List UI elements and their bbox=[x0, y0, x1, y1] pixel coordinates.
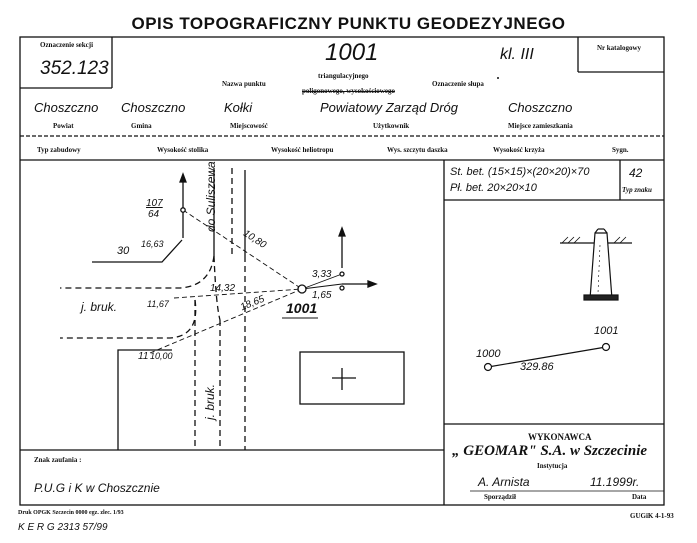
point-type-line1: triangulacyjnego bbox=[318, 72, 369, 80]
point-1000-marker bbox=[485, 364, 492, 371]
connection-diagram bbox=[444, 330, 664, 390]
point-type-line2: poligonowego, wysokościowego bbox=[302, 87, 395, 95]
section-label: Oznaczenie sekcji bbox=[40, 41, 94, 49]
connection-to: 1001 bbox=[594, 325, 619, 337]
point-1001-marker bbox=[603, 344, 610, 351]
marker-type-label: Typ znaku bbox=[622, 186, 652, 194]
point-name-label: Nazwa punktu bbox=[222, 80, 266, 88]
ref-n4b: 10,00 bbox=[150, 351, 173, 361]
road-curve-top bbox=[60, 256, 214, 288]
footer-left: Druk OPGK Szczecin 0000 egz. zlec. 1/93 bbox=[18, 510, 124, 516]
point-class: kl. III bbox=[500, 46, 534, 63]
footer-right: GUGiK 4-1-93 bbox=[630, 512, 674, 520]
fence-corner bbox=[92, 240, 182, 262]
notify-value: P.U.G i K w Choszcznie bbox=[34, 481, 160, 495]
road2-label: j. bruk. bbox=[81, 300, 118, 314]
powiat-label: Powiat bbox=[53, 122, 74, 130]
ref-n3: 11,67 bbox=[147, 299, 169, 309]
executor-inst-label: Instytucja bbox=[537, 462, 568, 470]
executor-label: WYKONAWCA bbox=[528, 432, 592, 442]
pillar-label: Oznaczenie słupa bbox=[432, 80, 484, 88]
executor-person-label: Sporządził bbox=[484, 493, 516, 501]
catalog-label: Nr katalogowy bbox=[597, 44, 642, 52]
miejscowosc-label: Miejscowość bbox=[230, 122, 268, 130]
miejscowosc-value: Kołki bbox=[224, 100, 253, 115]
point-1001-sketch-marker bbox=[298, 285, 306, 293]
ref-n4: 11 bbox=[138, 351, 149, 362]
distance-3: 18,65 bbox=[238, 293, 267, 314]
zamieszkania-value: Choszczno bbox=[508, 100, 573, 115]
notify-label: Znak zaufania : bbox=[34, 456, 82, 464]
executor-name: „ GEOMAR" S.A. w Szczecinie bbox=[452, 443, 648, 459]
powiat-value: Choszczno bbox=[34, 100, 99, 115]
header-wys-heliotropu: Wysokość heliotropu bbox=[271, 146, 334, 154]
ref-n2b: 16,63 bbox=[141, 239, 164, 249]
distance-1: 10,80 bbox=[241, 228, 269, 251]
ref-n1b: 64 bbox=[148, 209, 160, 220]
marker-cross-section bbox=[540, 225, 640, 305]
gmina-label: Gmina bbox=[131, 122, 152, 130]
point-number: 1001 bbox=[325, 39, 379, 66]
measure-line-1 bbox=[183, 210, 302, 289]
ref-n2: 30 bbox=[117, 245, 130, 257]
marker-st-bet: St. bet. (15×15)×(20×20)×70 bbox=[450, 166, 590, 178]
header-wys-szczytu: Wys. szczytu daszka bbox=[387, 146, 448, 154]
distance-4: 3,33 bbox=[312, 269, 332, 280]
header-wys-krzyza: Wysokość krzyża bbox=[493, 146, 545, 154]
marker-pl-bet: Pł. bet. 20×20×10 bbox=[450, 182, 537, 194]
connection-from: 1000 bbox=[476, 348, 501, 360]
marker-type-value: 42 bbox=[629, 166, 643, 180]
road3-label: j. bruk. bbox=[203, 383, 217, 420]
road1-label: do Suliszewa bbox=[204, 161, 218, 232]
uzytkownik-value: Powiatowy Zarząd Dróg bbox=[320, 100, 458, 115]
executor-date-label: Data bbox=[632, 493, 647, 501]
building-corner bbox=[118, 350, 172, 450]
form-title: OPIS TOPOGRAFICZNY PUNKTU GEODEZYJNEGO bbox=[131, 14, 566, 33]
gmina-value: Choszczno bbox=[121, 100, 186, 115]
uzytkownik-label: Użytkownik bbox=[373, 122, 410, 130]
header-sygn: Sygn. bbox=[612, 146, 629, 154]
measure-line-3 bbox=[150, 289, 302, 353]
zamieszkania-label: Miejsce zamieszkania bbox=[508, 122, 573, 130]
sketch-point-label: 1001 bbox=[286, 300, 318, 316]
connection-distance: 329.86 bbox=[520, 361, 554, 373]
executor-date: 11.1999r. bbox=[590, 475, 640, 489]
distance-2: 14,32 bbox=[210, 283, 236, 294]
section-value: 352.123 bbox=[40, 58, 109, 79]
footer-left2: K E R G 2313 57/99 bbox=[18, 522, 108, 533]
ref-n1: 107 bbox=[146, 198, 163, 209]
distance-5: 1,65 bbox=[312, 290, 332, 301]
header-wys-stolika: Wysokość stolika bbox=[157, 146, 209, 154]
executor-person: A. Arnista bbox=[478, 475, 530, 489]
header-typ-zabudowy: Typ zabudowy bbox=[37, 146, 81, 154]
